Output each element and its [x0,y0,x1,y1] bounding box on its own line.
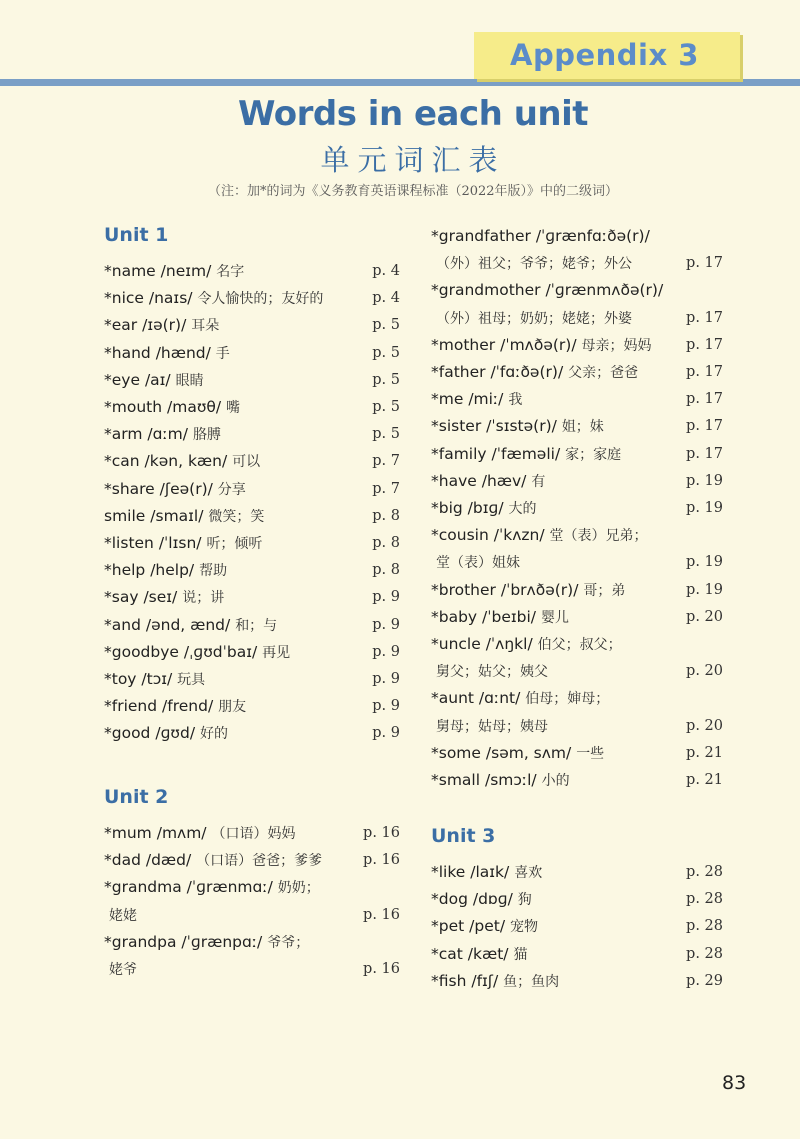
header-rule [0,79,800,86]
vocab-entry-text [431,941,527,969]
vocab-entry [104,639,400,666]
vocab-entry [431,886,723,913]
vocab-ipa: /ˈlɪsn/ [158,534,202,552]
vocab-ipa: /ʃeə(r)/ [159,479,213,498]
page-title: Words in each unit [237,94,589,134]
unit-heading: Unit 3 [431,825,496,847]
vocab-entry [104,666,400,693]
vocab-meaning: 喜欢 [514,865,543,881]
vocab-page-ref: p. 17 [686,391,723,408]
vocab-word: *ear [104,316,138,335]
vocab-meaning: 再见 [262,644,291,661]
vocab-ipa: /miː/ [468,390,504,409]
page-number: 83 [722,1072,747,1094]
vocab-word: *uncle [431,635,481,653]
vocab-word: *can [104,452,140,471]
vocab-meaning: 分享 [217,481,246,498]
vocab-page-ref: p. 9 [372,589,400,606]
vocab-ipa: /tɔɪ/ [141,670,173,688]
vocab-entry-text [431,968,559,996]
vocab-meaning: 名字 [216,264,245,280]
vocab-entry-text [104,367,204,395]
vocab-entry-continuation [431,250,723,277]
vocab-word: *aunt [431,689,474,708]
vocab-meaning: 哥；弟 [583,582,626,599]
vocab-ipa: /maʊθ/ [167,398,222,416]
vocab-ipa: /ˈbeɪbi/ [482,607,537,626]
vocab-entry [104,847,400,874]
vocab-meaning: 父亲；爸爸 [568,365,639,381]
vocab-word: *and [104,615,141,634]
vocab-page-ref: p. 20 [686,608,723,625]
vocab-entry [431,577,723,604]
vocab-meaning: 舅母；姑母；姨母 [436,718,548,735]
vocab-meaning: 宠物 [509,919,538,936]
vocab-page-ref: p. 9 [372,671,400,687]
vocab-ipa: /ɡʊd/ [155,724,196,743]
vocab-meaning: 胳膊 [192,427,221,444]
vocab-ipa: /ənd, ænd/ [145,615,231,634]
vocab-ipa: /ˈfæməli/ [491,444,561,463]
vocab-ipa: /fɪʃ/ [471,971,499,990]
vocab-entry [104,720,400,747]
vocab-meaning: 可以 [232,454,261,471]
vocab-word: *grandma [104,878,182,897]
vocab-word: *grandpa [104,932,177,951]
vocab-entry-text [431,685,609,713]
vocab-meaning: 奶奶； [277,880,320,897]
vocab-entry-text [104,584,224,612]
vocab-meaning: 狗 [517,892,532,909]
vocab-word: *goodbye [104,642,179,661]
vocab-meaning: 好的 [199,726,228,743]
vocab-word: *pet [431,917,465,936]
vocab-page-ref: p. 19 [686,581,723,598]
vocab-meaning: （口语）妈妈 [211,826,296,842]
vocab-entry-text [104,612,277,640]
vocab-page-ref: p. 8 [372,507,400,524]
vocab-entry-text [431,332,652,360]
vocab-meaning: 帮助 [199,563,228,580]
vocab-entry [104,929,400,956]
vocab-word: *father [431,363,486,381]
vocab-ipa: /ɑːnt/ [478,689,521,708]
vocab-ipa: /ˈɡrænfɑːðə(r)/ [535,227,650,245]
vocab-entry-text [104,530,262,558]
vocab-entry-text [431,495,537,523]
vocab-meaning: 姥姥 [109,907,137,924]
vocab-entry [104,448,400,475]
vocab-meaning: 嘴 [226,400,241,416]
vocab-ipa: /kæt/ [467,944,509,963]
vocab-entry [431,767,723,794]
vocab-page-ref: p. 9 [372,643,400,660]
vocab-word: *have [431,471,477,490]
vocab-word: *sister [431,417,482,436]
vocab-entry-continuation [431,305,723,332]
vocab-page-ref: p. 19 [686,472,723,489]
vocab-entry [104,820,400,847]
vocab-ipa: /ˌɡʊdˈbaɪ/ [183,642,258,661]
vocab-word: *listen [104,534,154,552]
vocab-entry [431,223,723,250]
vocab-entry [431,413,723,440]
vocab-ipa: /laɪk/ [470,863,510,881]
vocab-meaning: 和；与 [235,617,278,634]
vocab-meaning: 说；讲 [182,590,225,607]
vocab-ipa: /naɪs/ [148,289,193,308]
vocab-page-ref: p. 8 [372,562,400,579]
vocab-meaning: 鱼；鱼肉 [503,973,560,990]
vocab-entry [431,740,723,767]
vocab-entry [431,332,723,359]
vocab-meaning: 我 [508,392,523,409]
vocab-ipa: /ɑːm/ [147,425,188,444]
vocab-meaning: 伯母；婶母； [525,691,610,708]
vocab-entry [104,340,400,367]
vocab-page-ref: p. 17 [686,364,723,380]
vocab-ipa: /bɪɡ/ [467,499,504,517]
vocab-ipa: /smaɪl/ [150,506,204,525]
vocab-page-ref: p. 28 [686,945,723,962]
vocab-entry-text [431,441,621,469]
vocab-page-ref: p. 17 [686,445,723,462]
vocab-entry-text [431,223,650,250]
vocab-entry [431,685,723,712]
vocab-entry-text [104,285,323,313]
vocab-entry-text [436,250,632,278]
vocab-meaning: 伯父；叔父； [537,637,622,653]
vocab-entry-text [104,421,221,449]
vocab-entry [431,941,723,968]
vocab-entry-text [431,522,648,550]
vocab-page-ref: p. 9 [372,725,400,742]
vocab-entry-text [104,258,244,286]
vocab-page-ref: p. 7 [372,480,400,497]
vocab-ipa: /ˈsɪstə(r)/ [486,417,557,436]
vocab-entry-text [431,886,532,914]
vocab-ipa: /seɪ/ [143,588,178,607]
vocab-entry-text [431,413,604,441]
vocab-ipa: /smɔːl/ [484,771,537,789]
vocab-ipa: /neɪm/ [160,262,212,280]
vocab-word: *name [104,262,156,280]
vocab-page-ref: p. 5 [372,399,400,415]
vocab-word: *share [104,479,155,498]
vocab-word: *mum [104,824,152,842]
vocab-entry-text [431,468,545,496]
vocab-page-ref: p. 17 [686,418,723,435]
vocab-ipa: /help/ [150,561,195,580]
vocab-meaning: 耳朵 [191,318,220,335]
vocab-entry-text [104,693,246,721]
vocab-page-ref: p. 9 [372,698,400,715]
vocab-entry-text [104,340,230,368]
vocab-meaning: 一些 [576,745,605,762]
vocab-meaning: （外）祖父；爷爷；姥爷；外公 [436,256,632,273]
vocab-ipa: /hænd/ [155,343,211,362]
vocab-word: *cousin [431,526,489,545]
vocab-entry [104,312,400,339]
vocab-word: *friend [104,697,158,716]
vocab-page-ref: p. 16 [363,961,400,977]
vocab-page-ref: p. 19 [686,500,723,516]
vocab-entry [104,693,400,720]
vocab-ipa: /dɒɡ/ [472,890,513,909]
vocab-page-ref: p. 28 [686,891,723,908]
vocab-entry [104,874,400,901]
vocab-word: *me [431,390,464,409]
vocab-entry-text [431,277,663,304]
vocab-ipa: /ˈfɑːðə(r)/ [490,363,564,381]
vocab-entry-continuation [104,956,400,983]
vocab-entry-text [436,305,632,333]
vocab-entry-text [431,631,622,659]
vocab-entry [104,612,400,639]
vocab-entry-continuation [104,902,400,929]
vocab-ipa: /frend/ [162,697,214,716]
vocab-entry-text [104,557,227,585]
vocab-page-ref: p. 21 [686,772,723,788]
vocab-entry [104,584,400,611]
vocab-ipa: /ˈɡrænmʌðə(r)/ [545,281,664,300]
vocab-entry-text [104,448,260,476]
vocab-word: *good [104,724,151,743]
vocab-page-ref: p. 5 [372,426,400,443]
vocab-ipa: /mʌm/ [156,824,207,842]
vocab-word: *big [431,499,463,517]
vocab-word: *arm [104,425,143,444]
vocab-meaning: 家；家庭 [565,446,622,463]
vocab-page-ref: p. 29 [686,972,723,989]
vocab-ipa: /aɪ/ [144,370,171,389]
vocab-word: *hand [104,343,151,362]
vocab-word: *mouth [104,398,163,416]
vocab-entry-text [104,394,240,422]
vocab-page-ref: p. 16 [363,852,400,869]
vocab-word: *say [104,588,139,607]
vocab-page-ref: p. 5 [372,371,400,388]
vocab-meaning: 令人愉快的；友好的 [197,291,324,308]
vocab-entry [431,468,723,495]
vocab-ipa: /ɪə(r)/ [142,316,187,335]
vocab-word: *grandfather [431,227,531,245]
vocab-entry-text [104,312,219,340]
page-subtitle: 单元词汇表 [320,143,506,177]
vocab-entry-text [431,359,638,387]
vocab-entry [104,367,400,394]
vocab-meaning: 眼睛 [175,372,204,389]
vocab-entry [104,530,400,557]
vocab-word: *some [431,743,481,762]
vocab-page-ref: p. 17 [686,336,723,353]
vocab-entry [104,476,400,503]
vocab-page-ref: p. 5 [372,317,400,334]
vocab-page-ref: p. 4 [372,263,400,279]
vocab-meaning: 姐；妹 [561,419,604,436]
vocab-meaning: 堂（表）姐妹 [436,555,520,572]
vocab-word: *help [104,561,146,580]
vocab-meaning: 玩具 [177,672,206,688]
vocab-meaning: 手 [215,345,230,362]
vocab-meaning: 婴儿 [540,609,569,626]
vocab-word: *baby [431,607,478,626]
vocab-word: *like [431,863,466,881]
vocab-ipa: /kən, kæn/ [144,452,228,471]
vocab-entry-text [104,503,264,531]
vocab-word: *grandmother [431,281,541,300]
vocab-meaning: 大的 [508,501,537,517]
vocab-page-ref: p. 16 [363,906,400,923]
vocab-ipa: /ˈɡrænmɑː/ [186,878,273,897]
unit-heading: Unit 1 [104,224,169,246]
vocab-page-ref: p. 17 [686,255,723,272]
vocab-entry-text [436,658,548,686]
vocab-meaning: 母亲；妈妈 [581,337,652,354]
vocab-meaning: 微笑；笑 [208,508,265,525]
vocab-entry [431,495,723,522]
vocab-entry [431,968,723,995]
vocab-ipa: /ˈmʌðə(r)/ [500,335,577,354]
vocab-page-ref: p. 4 [372,290,400,307]
vocab-entry-continuation [431,713,723,740]
vocab-meaning: 爷爷； [267,934,310,951]
vocab-word: *cat [431,944,463,963]
vocab-meaning: 堂（表）兄弟； [549,528,648,545]
vocab-entry [431,277,723,304]
vocab-meaning: 猫 [513,946,528,963]
vocab-word: *brother [431,580,496,599]
vocab-ipa: /hæv/ [481,471,527,490]
vocab-page-ref: p. 19 [686,554,723,571]
vocab-meaning: （外）祖母；奶奶；姥姥；外婆 [436,310,632,327]
vocab-entry-text [104,874,320,902]
vocab-entry [431,859,723,886]
vocab-entry [431,386,723,413]
vocab-word: *family [431,444,487,463]
vocab-entry-text [436,549,520,577]
vocab-entry-text [109,902,137,930]
vocab-entry [431,913,723,940]
vocab-entry [431,604,723,631]
vocab-entry [104,258,400,285]
vocab-entry-text [104,476,246,504]
vocab-entry-text [431,913,538,941]
vocab-entry-continuation [431,658,723,685]
vocab-entry-text [104,720,228,748]
vocab-ipa: /dæd/ [145,851,192,870]
vocab-ipa: /pet/ [469,917,506,936]
vocab-entry-text [431,386,522,414]
vocab-entry [431,359,723,386]
vocab-word: *nice [104,289,144,308]
vocab-meaning: （口语）爸爸；爹爹 [196,853,323,870]
vocab-entry-text [104,929,309,957]
vocab-ipa: /ˈɡrænpɑː/ [181,932,263,951]
appendix-tab [474,32,740,79]
vocab-ipa: /ˈʌŋkl/ [485,635,533,653]
vocab-entry [104,503,400,530]
vocab-ipa: /ˈkʌzn/ [493,526,545,545]
vocab-entry [104,394,400,421]
vocab-entry-text [431,859,542,887]
vocab-entry [431,631,723,658]
unit-heading: Unit 2 [104,786,169,808]
vocab-word: *mother [431,335,496,354]
vocab-page-ref: p. 7 [372,453,400,470]
vocab-meaning: 小的 [541,773,570,789]
vocab-page-ref: p. 5 [372,344,400,361]
vocab-entry-text [104,639,290,667]
vocab-entry [104,285,400,312]
vocab-ipa: /səm, sʌm/ [485,743,572,762]
vocab-word: *dog [431,890,468,909]
vocab-entry-text [104,666,205,694]
vocab-page-ref: p. 9 [372,616,400,633]
vocab-ipa: /ˈbrʌðə(r)/ [500,580,579,599]
vocab-entry-text [109,956,137,984]
vocab-entry-text [431,604,569,632]
vocab-page-ref: p. 20 [686,663,723,680]
vocab-page-ref: p. 8 [372,535,400,551]
vocab-entry-continuation [431,549,723,576]
vocab-meaning: 朋友 [218,699,247,716]
vocab-entry [431,522,723,549]
vocab-meaning: 舅父；姑父；姨父 [436,664,548,681]
vocab-entry-text [431,577,625,605]
vocab-word: *toy [104,670,137,688]
vocab-entry-text [104,847,322,875]
vocab-entry-text [436,713,548,741]
vocab-entry-text [431,740,604,768]
vocab-entry [431,441,723,468]
vocab-page-ref: p. 28 [686,918,723,935]
vocab-page-ref: p. 21 [686,744,723,761]
vocab-meaning: 姥爷 [109,962,137,978]
vocab-page-ref: p. 17 [686,309,723,326]
vocab-word: *small [431,771,481,789]
vocab-word: smile [104,506,146,525]
vocab-entry [104,421,400,448]
vocab-page-ref: p. 28 [686,864,723,880]
vocab-meaning: 听；倾听 [206,536,263,552]
page-note: （注：加*的词为《义务教育英语课程标准（2022年版）》中的二级词） [207,184,619,199]
vocab-word: *fish [431,971,467,990]
vocab-entry [104,557,400,584]
vocab-meaning: 有 [531,473,546,490]
vocab-page-ref: p. 20 [686,717,723,734]
vocab-word: *eye [104,370,140,389]
vocab-entry-text [104,820,295,848]
vocab-page-ref: p. 16 [363,825,400,841]
vocab-word: *dad [104,851,141,870]
vocab-entry-text [431,767,570,795]
appendix-label: Appendix 3 [510,38,699,72]
